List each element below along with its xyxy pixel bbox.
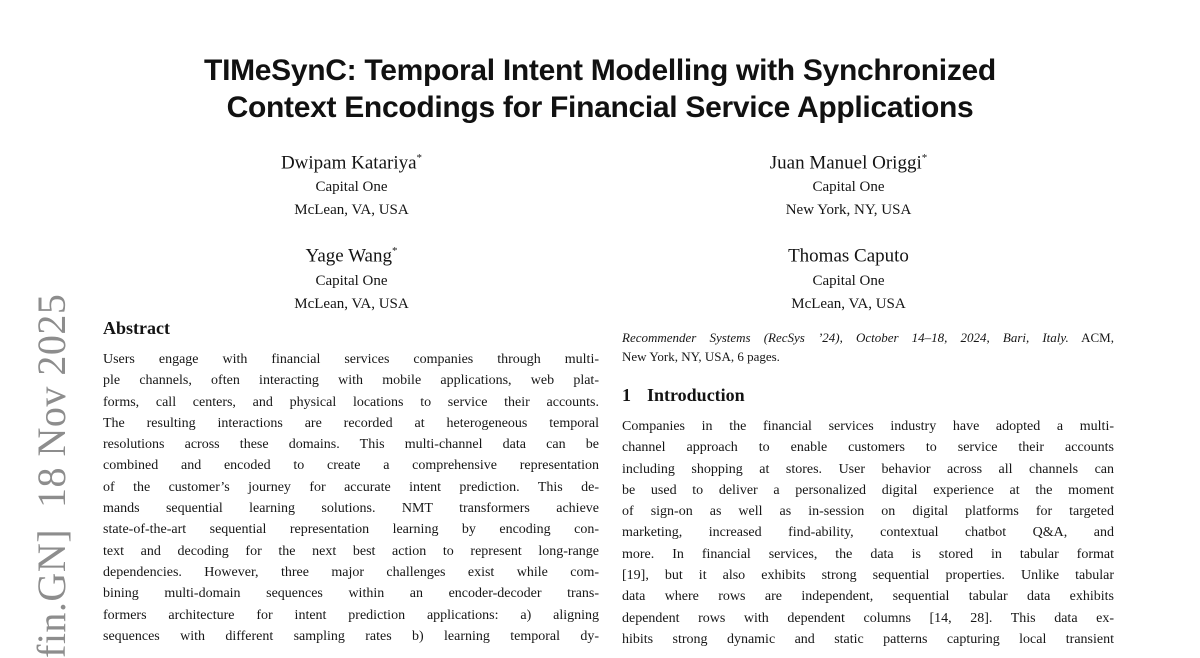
citation-line1 bbox=[622, 328, 1114, 347]
abstract-line: forms, call centers, and physical locations to service their accounts. bbox=[103, 394, 599, 410]
abstract-line: The resulting interactions are recorded at heterogeneous temporal bbox=[103, 415, 599, 431]
abstract-line: state-of-the-art sequential representation learning by encoding con- bbox=[103, 522, 599, 538]
author-grid bbox=[103, 145, 1097, 316]
author-block bbox=[103, 145, 600, 222]
introduction-line: of sign-on as well as in-session on digital platforms for targeted bbox=[622, 504, 1114, 520]
introduction-line: Companies in the financial services industry have adopted a multi- bbox=[622, 419, 1114, 434]
author-location: McLean, VA, USA bbox=[294, 202, 409, 219]
introduction-line: channel approach to enable customers to service their accounts bbox=[622, 440, 1114, 456]
abstract-line: Users engage with financial services companies through multi- bbox=[103, 352, 599, 367]
introduction-line: hibits strong dynamic and static patterns capturing local transient bbox=[622, 631, 1114, 647]
arxiv-watermark: fin.GN] 18 Nov 2025 bbox=[29, 293, 74, 658]
abstract-line: mands sequential learning solutions. NMT transformers achieve bbox=[103, 501, 599, 517]
abstract-paragraph bbox=[103, 349, 599, 647]
abstract-line: resolutions across these domains. This multi-channel data can be bbox=[103, 437, 599, 453]
introduction-paragraph bbox=[622, 416, 1114, 650]
author-name: Juan Manuel Origgi* bbox=[769, 152, 928, 174]
abstract-line: of the customer’s journey for accurate intent prediction. This de- bbox=[103, 479, 599, 495]
introduction-line: data where rows are independent, sequential tabular data exhibits bbox=[622, 589, 1114, 605]
abstract-line: text and decoding for the next best action to represent long-range bbox=[103, 543, 599, 559]
citation-venue: Recommender Systems (RecSys ’24), October 14–18, 2024, Bari, Italy. bbox=[622, 330, 1069, 345]
author-footnote-mark: * bbox=[391, 245, 398, 258]
author-name: Thomas Caputo bbox=[788, 245, 909, 267]
left-column bbox=[103, 316, 599, 647]
section-heading-introduction bbox=[622, 383, 1114, 407]
author-block bbox=[103, 238, 600, 315]
author-name: Dwipam Katariya* bbox=[280, 152, 423, 174]
abstract-line: ple channels, often interacting with mobile applications, web plat- bbox=[103, 373, 599, 389]
author-block bbox=[600, 238, 1097, 315]
author-affiliation: Capital One bbox=[315, 272, 388, 289]
introduction-line: including shopping at stores. User behavior across all channels can bbox=[622, 461, 1114, 477]
author-affiliation: Capital One bbox=[812, 179, 885, 196]
right-column bbox=[622, 328, 1114, 650]
abstract-line: bining multi-domain sequences within an encoder-decoder trans- bbox=[103, 586, 599, 602]
paper-title-line2: Context Encodings for Financial Service Applications bbox=[226, 91, 974, 124]
abstract-line: dependencies. However, three major challenges exist while com- bbox=[103, 564, 599, 580]
author-footnote-mark: * bbox=[921, 152, 928, 164]
author-location: New York, NY, USA bbox=[785, 202, 912, 219]
introduction-line: marketing, increased find-ability, contextual chatbot Q&A, and bbox=[622, 525, 1114, 541]
abstract-line: combined and encoded to create a comprehensive representation bbox=[103, 458, 599, 474]
author-name: Yage Wang* bbox=[305, 245, 398, 267]
introduction-line: dependent rows with dependent columns [14, 28]. This data ex- bbox=[622, 610, 1114, 626]
citation-publisher: ACM, bbox=[1081, 330, 1114, 345]
introduction-line: more. In financial services, the data is stored in tabular format bbox=[622, 546, 1114, 562]
author-affiliation: Capital One bbox=[812, 272, 885, 289]
abstract-line: sequences with different sampling rates b) learning temporal dy- bbox=[103, 628, 599, 644]
author-affiliation: Capital One bbox=[315, 179, 388, 196]
author-location: McLean, VA, USA bbox=[791, 295, 906, 312]
paper-title bbox=[0, 52, 1200, 126]
citation-note bbox=[622, 328, 1114, 366]
section-title: Introduction bbox=[647, 385, 745, 405]
author-footnote-mark: * bbox=[416, 152, 423, 164]
introduction-line: [19], but it also exhibits strong sequential properties. Unlike tabular bbox=[622, 568, 1114, 584]
abstract-heading: Abstract bbox=[103, 318, 170, 338]
paper-title-line1: TIMeSynC: Temporal Intent Modelling with Synchronized bbox=[204, 54, 996, 87]
abstract-line: formers architecture for intent prediction applications: a) aligning bbox=[103, 607, 599, 623]
author-location: McLean, VA, USA bbox=[294, 295, 409, 312]
section-number: 1 bbox=[622, 385, 631, 405]
author-block bbox=[600, 145, 1097, 222]
citation-line2: New York, NY, USA, 6 pages. bbox=[622, 349, 780, 364]
introduction-line: be used to deliver a personalized digital experience at the moment bbox=[622, 482, 1114, 498]
